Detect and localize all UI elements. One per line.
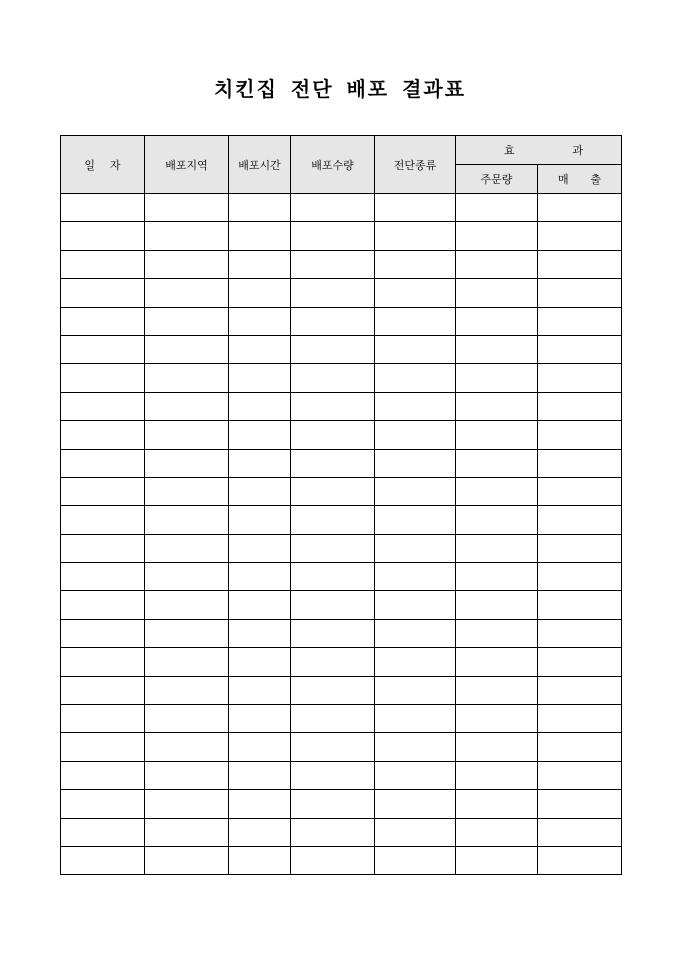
sales-cell — [538, 477, 622, 505]
sales-cell — [538, 790, 622, 818]
area-cell — [145, 335, 229, 363]
time-cell — [229, 506, 291, 534]
header-orders: 주문량 — [456, 165, 538, 194]
date-cell — [61, 534, 145, 562]
sales-cell — [538, 818, 622, 846]
area-cell — [145, 591, 229, 619]
sales-cell — [538, 194, 622, 222]
quantity-cell — [291, 563, 375, 591]
table-row — [61, 194, 622, 222]
area-cell — [145, 648, 229, 676]
flyer-type-cell — [375, 648, 456, 676]
quantity-cell — [291, 676, 375, 704]
orders-cell — [456, 705, 538, 733]
orders-cell — [456, 591, 538, 619]
orders-cell — [456, 392, 538, 420]
quantity-cell — [291, 591, 375, 619]
orders-cell — [456, 335, 538, 363]
flyer-type-cell — [375, 449, 456, 477]
header-flyer-type: 전단종류 — [375, 136, 456, 194]
table-row — [61, 279, 622, 307]
flyer-type-cell — [375, 761, 456, 789]
quantity-cell — [291, 648, 375, 676]
date-cell — [61, 449, 145, 477]
table-row — [61, 307, 622, 335]
time-cell — [229, 335, 291, 363]
orders-cell — [456, 279, 538, 307]
quantity-cell — [291, 421, 375, 449]
table-row — [61, 619, 622, 647]
table-row — [61, 222, 622, 250]
orders-cell — [456, 364, 538, 392]
quantity-cell — [291, 477, 375, 505]
orders-cell — [456, 790, 538, 818]
time-cell — [229, 818, 291, 846]
table-row — [61, 506, 622, 534]
area-cell — [145, 194, 229, 222]
quantity-cell — [291, 506, 375, 534]
flyer-type-cell — [375, 335, 456, 363]
date-cell — [61, 761, 145, 789]
flyer-type-cell — [375, 534, 456, 562]
sales-cell — [538, 619, 622, 647]
quantity-cell — [291, 818, 375, 846]
flyer-type-cell — [375, 194, 456, 222]
time-cell — [229, 279, 291, 307]
quantity-cell — [291, 222, 375, 250]
area-cell — [145, 846, 229, 874]
area-cell — [145, 563, 229, 591]
sales-cell — [538, 449, 622, 477]
time-cell — [229, 733, 291, 761]
flyer-type-cell — [375, 676, 456, 704]
area-cell — [145, 790, 229, 818]
sales-cell — [538, 307, 622, 335]
sales-cell — [538, 250, 622, 278]
sales-cell — [538, 733, 622, 761]
header-row-1 — [61, 136, 622, 165]
table-row — [61, 761, 622, 789]
table-row — [61, 534, 622, 562]
flyer-type-cell — [375, 307, 456, 335]
area-cell — [145, 222, 229, 250]
sales-cell — [538, 421, 622, 449]
flyer-type-cell — [375, 790, 456, 818]
quantity-cell — [291, 364, 375, 392]
time-cell — [229, 676, 291, 704]
sales-cell — [538, 705, 622, 733]
quantity-cell — [291, 733, 375, 761]
area-cell — [145, 761, 229, 789]
time-cell — [229, 392, 291, 420]
time-cell — [229, 846, 291, 874]
quantity-cell — [291, 790, 375, 818]
time-cell — [229, 364, 291, 392]
sales-cell — [538, 846, 622, 874]
quantity-cell — [291, 619, 375, 647]
area-cell — [145, 364, 229, 392]
flyer-type-cell — [375, 364, 456, 392]
flyer-type-cell — [375, 506, 456, 534]
date-cell — [61, 705, 145, 733]
orders-cell — [456, 534, 538, 562]
table-row — [61, 676, 622, 704]
orders-cell — [456, 222, 538, 250]
time-cell — [229, 222, 291, 250]
orders-cell — [456, 307, 538, 335]
date-cell — [61, 591, 145, 619]
area-cell — [145, 676, 229, 704]
date-cell — [61, 506, 145, 534]
quantity-cell — [291, 705, 375, 733]
table-row — [61, 364, 622, 392]
quantity-cell — [291, 846, 375, 874]
date-cell — [61, 250, 145, 278]
date-cell — [61, 790, 145, 818]
flyer-type-cell — [375, 250, 456, 278]
time-cell — [229, 421, 291, 449]
header-area: 배포지역 — [145, 136, 229, 194]
sales-cell — [538, 335, 622, 363]
sales-cell — [538, 506, 622, 534]
sales-cell — [538, 222, 622, 250]
date-cell — [61, 335, 145, 363]
flyer-type-cell — [375, 619, 456, 647]
sales-cell — [538, 534, 622, 562]
table-row — [61, 790, 622, 818]
table-row — [61, 705, 622, 733]
time-cell — [229, 194, 291, 222]
date-cell — [61, 364, 145, 392]
header-quantity: 배포수량 — [291, 136, 375, 194]
time-cell — [229, 705, 291, 733]
date-cell — [61, 279, 145, 307]
header-sales: 매 출 — [538, 165, 622, 194]
area-cell — [145, 506, 229, 534]
document-title: 치킨집 전단 배포 결과표 — [213, 77, 467, 101]
area-cell — [145, 818, 229, 846]
quantity-cell — [291, 392, 375, 420]
quantity-cell — [291, 307, 375, 335]
table-row — [61, 846, 622, 874]
time-cell — [229, 619, 291, 647]
orders-cell — [456, 761, 538, 789]
sales-cell — [538, 676, 622, 704]
header-effect: 효 과 — [456, 136, 622, 165]
flyer-type-cell — [375, 705, 456, 733]
area-cell — [145, 250, 229, 278]
orders-cell — [456, 676, 538, 704]
table-row — [61, 733, 622, 761]
area-cell — [145, 392, 229, 420]
flyer-type-cell — [375, 818, 456, 846]
orders-cell — [456, 194, 538, 222]
flyer-type-cell — [375, 846, 456, 874]
flyer-type-cell — [375, 222, 456, 250]
area-cell — [145, 421, 229, 449]
orders-cell — [456, 818, 538, 846]
quantity-cell — [291, 279, 375, 307]
header-time: 배포시간 — [229, 136, 291, 194]
date-cell — [61, 194, 145, 222]
table-row — [61, 477, 622, 505]
sales-cell — [538, 591, 622, 619]
orders-cell — [456, 619, 538, 647]
flyer-type-cell — [375, 563, 456, 591]
date-cell — [61, 421, 145, 449]
quantity-cell — [291, 761, 375, 789]
time-cell — [229, 534, 291, 562]
table-row — [61, 449, 622, 477]
date-cell — [61, 477, 145, 505]
quantity-cell — [291, 250, 375, 278]
time-cell — [229, 307, 291, 335]
flyer-type-cell — [375, 279, 456, 307]
time-cell — [229, 563, 291, 591]
time-cell — [229, 761, 291, 789]
date-cell — [61, 222, 145, 250]
orders-cell — [456, 733, 538, 761]
quantity-cell — [291, 194, 375, 222]
flyer-type-cell — [375, 477, 456, 505]
table-row — [61, 392, 622, 420]
date-cell — [61, 733, 145, 761]
time-cell — [229, 790, 291, 818]
sales-cell — [538, 563, 622, 591]
time-cell — [229, 648, 291, 676]
sales-cell — [538, 761, 622, 789]
table-row — [61, 421, 622, 449]
table-row — [61, 335, 622, 363]
orders-cell — [456, 449, 538, 477]
date-cell — [61, 846, 145, 874]
area-cell — [145, 477, 229, 505]
date-cell — [61, 676, 145, 704]
area-cell — [145, 705, 229, 733]
sales-cell — [538, 364, 622, 392]
orders-cell — [456, 477, 538, 505]
date-cell — [61, 648, 145, 676]
quantity-cell — [291, 449, 375, 477]
area-cell — [145, 307, 229, 335]
orders-cell — [456, 648, 538, 676]
flyer-type-cell — [375, 591, 456, 619]
date-cell — [61, 619, 145, 647]
header-date: 일 자 — [61, 136, 145, 194]
table-body — [61, 194, 622, 875]
area-cell — [145, 279, 229, 307]
orders-cell — [456, 563, 538, 591]
orders-cell — [456, 250, 538, 278]
table-row — [61, 250, 622, 278]
table-row — [61, 648, 622, 676]
quantity-cell — [291, 335, 375, 363]
time-cell — [229, 250, 291, 278]
area-cell — [145, 534, 229, 562]
area-cell — [145, 733, 229, 761]
flyer-type-cell — [375, 733, 456, 761]
date-cell — [61, 818, 145, 846]
table-row — [61, 818, 622, 846]
quantity-cell — [291, 534, 375, 562]
flyer-type-cell — [375, 421, 456, 449]
distribution-results-table — [60, 135, 622, 875]
flyer-type-cell — [375, 392, 456, 420]
area-cell — [145, 449, 229, 477]
orders-cell — [456, 421, 538, 449]
orders-cell — [456, 506, 538, 534]
table-row — [61, 591, 622, 619]
date-cell — [61, 307, 145, 335]
orders-cell — [456, 846, 538, 874]
sales-cell — [538, 279, 622, 307]
sales-cell — [538, 392, 622, 420]
time-cell — [229, 449, 291, 477]
date-cell — [61, 392, 145, 420]
date-cell — [61, 563, 145, 591]
time-cell — [229, 477, 291, 505]
sales-cell — [538, 648, 622, 676]
table-row — [61, 563, 622, 591]
area-cell — [145, 619, 229, 647]
time-cell — [229, 591, 291, 619]
